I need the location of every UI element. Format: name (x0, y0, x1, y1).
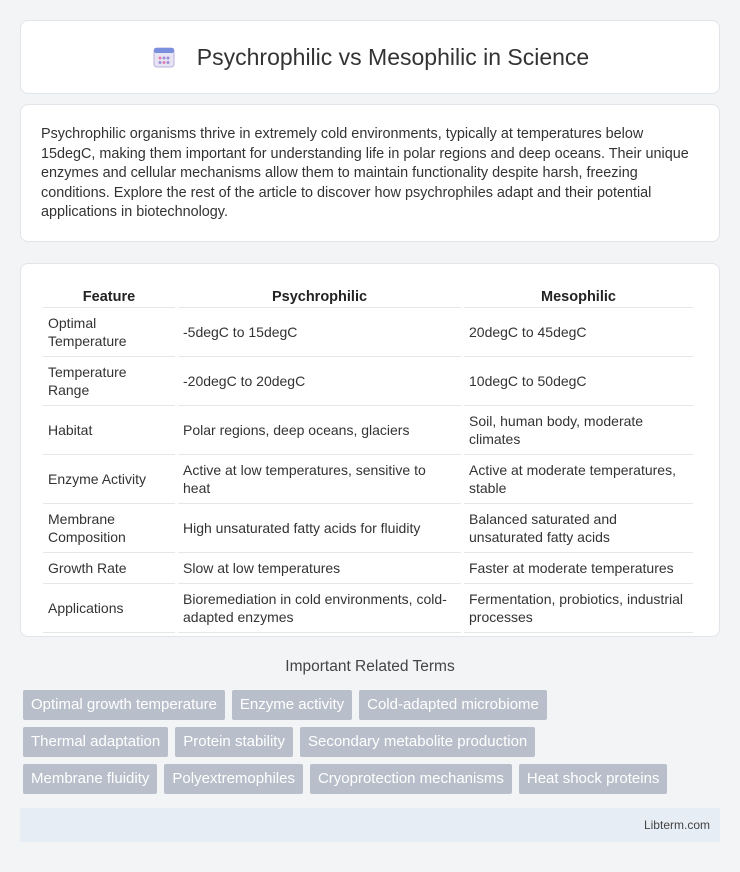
table-cell-mesophilic: Fermentation, probiotics, industrial processes (464, 584, 693, 633)
table-cell-feature: Membrane Composition (43, 504, 175, 553)
related-terms-list (23, 690, 723, 801)
comparison-table-card (20, 263, 720, 637)
table-cell-psychrophilic: High unsaturated fatty acids for fluidity (178, 504, 461, 553)
table-cell-mesophilic: Soil, human body, moderate climates (464, 406, 693, 455)
table-cell-feature: Temperature Range (43, 357, 175, 406)
tag-protein-stability[interactable]: Protein stability (175, 727, 293, 757)
table-row (43, 553, 693, 584)
table-cell-mesophilic: 20degC to 45degC (464, 308, 693, 357)
page-title: Psychrophilic vs Mesophilic in Science (196, 43, 590, 70)
tag-optimal-growth-temperature[interactable]: Optimal growth temperature (23, 690, 225, 720)
table-cell-psychrophilic: Polar regions, deep oceans, glaciers (178, 406, 461, 455)
table-cell-mesophilic: Balanced saturated and unsaturated fatty acids (464, 504, 693, 553)
table-cell-mesophilic: 10degC to 50degC (464, 357, 693, 406)
footer-site-link[interactable]: Libterm.com (643, 818, 710, 832)
calendar-icon (151, 44, 177, 70)
table-row (43, 584, 693, 633)
tag-heat-shock-proteins[interactable]: Heat shock proteins (519, 764, 668, 794)
tag-secondary-metabolite-production[interactable]: Secondary metabolite production (300, 727, 535, 757)
column-header-psychrophilic: Psychrophilic (178, 286, 461, 308)
table-cell-psychrophilic: Active at low temperatures, sensitive to heat (178, 455, 461, 504)
intro-card (20, 104, 720, 242)
column-header-feature: Feature (43, 286, 175, 308)
table-header-row (43, 286, 693, 308)
tag-thermal-adaptation[interactable]: Thermal adaptation (23, 727, 168, 757)
tag-cryoprotection-mechanisms[interactable]: Cryoprotection mechanisms (310, 764, 512, 794)
table-cell-mesophilic: Active at moderate temperatures, stable (464, 455, 693, 504)
table-cell-psychrophilic: -5degC to 15degC (178, 308, 461, 357)
tag-row (23, 690, 723, 720)
table-cell-feature: Applications (43, 584, 175, 633)
header-card (20, 20, 720, 94)
comparison-table (40, 286, 696, 633)
table-row (43, 504, 693, 553)
table-row (43, 357, 693, 406)
tag-membrane-fluidity[interactable]: Membrane fluidity (23, 764, 157, 794)
table-cell-feature: Habitat (43, 406, 175, 455)
intro-text: Psychrophilic organisms thrive in extremely cold environments, typically at temperatures below 15degC, making them important for understanding life in polar regions and deep oceans. Their unique enzymes and cellular mechanisms allow them to maintain functionality despite harsh, freezing conditions. Explore the rest of the article to discover how psychrophiles adapt and their potential applications in biotechnology. (41, 126, 689, 221)
table-cell-feature: Enzyme Activity (43, 455, 175, 504)
related-terms-title: Important Related Terms (285, 658, 455, 675)
table-row (43, 455, 693, 504)
table-cell-psychrophilic: Bioremediation in cold environments, cold-adapted enzymes (178, 584, 461, 633)
table-cell-psychrophilic: Slow at low temperatures (178, 553, 461, 584)
tag-enzyme-activity[interactable]: Enzyme activity (232, 690, 352, 720)
table-cell-feature: Optimal Temperature (43, 308, 175, 357)
table-row (43, 406, 693, 455)
tag-polyextremophiles[interactable]: Polyextremophiles (164, 764, 303, 794)
table-cell-feature: Growth Rate (43, 553, 175, 584)
table-cell-mesophilic: Faster at moderate temperatures (464, 553, 693, 584)
tag-row (23, 764, 723, 794)
footer (20, 808, 720, 842)
tag-row (23, 727, 723, 757)
column-header-mesophilic: Mesophilic (464, 286, 693, 308)
table-cell-psychrophilic: -20degC to 20degC (178, 357, 461, 406)
tag-cold-adapted-microbiome[interactable]: Cold-adapted microbiome (359, 690, 547, 720)
table-row (43, 308, 693, 357)
